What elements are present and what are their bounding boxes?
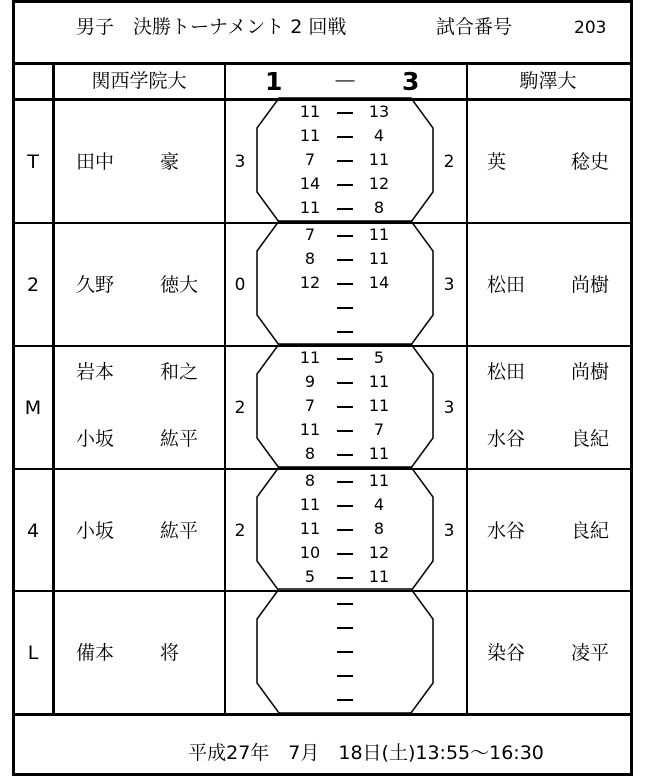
game-score-right: 11 bbox=[368, 567, 390, 586]
match-number: 203 bbox=[574, 18, 607, 38]
score-dash bbox=[337, 529, 353, 531]
right-player-given-name: 凌平 bbox=[571, 641, 610, 664]
game-score-left: 11 bbox=[299, 102, 321, 121]
game-score-left: 12 bbox=[299, 273, 321, 292]
game-score-left: 11 bbox=[299, 198, 321, 217]
score-dash bbox=[337, 382, 353, 384]
left-sets-won: 0 bbox=[234, 274, 246, 295]
event-title: 男子 決勝トーナメント 2 回戦 bbox=[76, 16, 347, 38]
game-score-octagon bbox=[0, 98, 646, 225]
right-player-given-name: 尚樹 bbox=[571, 361, 610, 383]
right-player-family-name: 染谷 bbox=[487, 641, 526, 664]
score-dash bbox=[337, 160, 353, 162]
right-player-family-name: 水谷 bbox=[487, 519, 526, 542]
score-dash bbox=[337, 235, 353, 237]
game-score-right: 12 bbox=[368, 174, 390, 193]
match-number-label: 試合番号 bbox=[436, 16, 513, 38]
game-score-left: 5 bbox=[304, 567, 316, 586]
game-score-right: 14 bbox=[368, 273, 390, 292]
left-player-family-name: 小坂 bbox=[76, 519, 115, 542]
score-dash bbox=[337, 307, 353, 309]
right-player-family-name: 水谷 bbox=[487, 428, 526, 450]
game-score-right: 11 bbox=[368, 444, 390, 463]
position-label: T bbox=[27, 150, 39, 173]
position-label: M bbox=[24, 396, 42, 419]
match-datetime: 平成27年 7月 18日(土)13:55～16:30 bbox=[188, 742, 544, 764]
left-player-given-name: 将 bbox=[160, 641, 180, 664]
left-player-family-name: 久野 bbox=[76, 273, 115, 296]
score-dash bbox=[337, 358, 353, 360]
score-dash bbox=[337, 577, 353, 579]
right-sets-won: 2 bbox=[443, 151, 455, 172]
left-player-family-name: 岩本 bbox=[76, 361, 115, 383]
game-score-right: 4 bbox=[373, 495, 385, 514]
score-dash bbox=[337, 481, 353, 483]
game-score-left: 7 bbox=[304, 225, 316, 244]
game-score-right: 11 bbox=[368, 396, 390, 415]
score-dash bbox=[337, 627, 353, 629]
game-score-right: 11 bbox=[368, 372, 390, 391]
score-dash bbox=[337, 136, 353, 138]
score-dash bbox=[337, 651, 353, 653]
right-player-given-name: 尚樹 bbox=[571, 273, 610, 296]
left-player-given-name: 徳大 bbox=[160, 273, 199, 296]
right-sets-won: 3 bbox=[443, 274, 455, 295]
left-team-total: 1 bbox=[265, 67, 283, 96]
game-score-left: 14 bbox=[299, 174, 321, 193]
score-dash bbox=[337, 675, 353, 677]
score-dash bbox=[337, 259, 353, 261]
game-score-left: 9 bbox=[304, 372, 316, 391]
game-score-left: 8 bbox=[304, 249, 316, 268]
left-sets-won: 2 bbox=[234, 520, 246, 541]
game-score-octagon bbox=[0, 589, 646, 716]
game-score-right: 8 bbox=[373, 198, 385, 217]
game-score-left: 11 bbox=[299, 348, 321, 367]
total-separator: － bbox=[332, 67, 358, 96]
game-score-octagon bbox=[0, 221, 646, 348]
position-label: 4 bbox=[26, 519, 40, 542]
game-score-left: 11 bbox=[299, 126, 321, 145]
left-player-given-name: 紘平 bbox=[160, 519, 199, 542]
left-team-name: 関西学院大 bbox=[91, 70, 187, 92]
game-score-right: 5 bbox=[373, 348, 385, 367]
score-dash bbox=[337, 699, 353, 701]
game-score-left: 8 bbox=[304, 444, 316, 463]
game-score-right: 13 bbox=[368, 102, 390, 121]
game-score-right: 11 bbox=[368, 225, 390, 244]
right-team-name: 駒澤大 bbox=[519, 70, 577, 92]
left-player-given-name: 紘平 bbox=[160, 428, 199, 450]
score-dash bbox=[337, 430, 353, 432]
left-player-family-name: 備本 bbox=[76, 641, 115, 664]
position-label: L bbox=[27, 641, 39, 664]
score-dash bbox=[337, 603, 353, 605]
game-score-right: 11 bbox=[368, 150, 390, 169]
score-dash bbox=[337, 505, 353, 507]
game-score-right: 11 bbox=[368, 471, 390, 490]
game-score-left: 7 bbox=[304, 150, 316, 169]
game-score-right: 11 bbox=[368, 249, 390, 268]
right-team-total: 3 bbox=[402, 67, 420, 96]
score-dash bbox=[337, 283, 353, 285]
score-dash bbox=[337, 553, 353, 555]
score-dash bbox=[337, 406, 353, 408]
left-player-family-name: 小坂 bbox=[76, 428, 115, 450]
right-player-given-name: 良紀 bbox=[571, 519, 610, 542]
right-player-given-name: 良紀 bbox=[571, 428, 610, 450]
right-sets-won: 3 bbox=[443, 397, 455, 418]
game-score-left: 11 bbox=[299, 495, 321, 514]
score-dash bbox=[337, 208, 353, 210]
right-player-family-name: 松田 bbox=[487, 273, 526, 296]
left-sets-won: 2 bbox=[234, 397, 246, 418]
game-score-left: 7 bbox=[304, 396, 316, 415]
header-divider bbox=[12, 62, 633, 65]
score-dash bbox=[337, 454, 353, 456]
left-player-given-name: 豪 bbox=[160, 150, 180, 173]
game-score-left: 11 bbox=[299, 519, 321, 538]
game-score-right: 4 bbox=[373, 126, 385, 145]
game-score-right: 7 bbox=[373, 420, 385, 439]
game-score-right: 12 bbox=[368, 543, 390, 562]
score-dash bbox=[337, 184, 353, 186]
game-score-left: 10 bbox=[299, 543, 321, 562]
position-label: 2 bbox=[26, 273, 40, 296]
game-score-right: 8 bbox=[373, 519, 385, 538]
game-score-left: 11 bbox=[299, 420, 321, 439]
game-score-octagon bbox=[0, 344, 646, 471]
right-player-given-name: 稔史 bbox=[571, 150, 610, 173]
score-dash bbox=[337, 112, 353, 114]
game-score-left: 8 bbox=[304, 471, 316, 490]
right-player-family-name: 英 bbox=[487, 150, 507, 173]
score-dash bbox=[337, 331, 353, 333]
left-player-family-name: 田中 bbox=[76, 150, 115, 173]
game-score-octagon bbox=[0, 467, 646, 594]
left-sets-won: 3 bbox=[234, 151, 246, 172]
left-player-given-name: 和之 bbox=[160, 361, 199, 383]
right-player-family-name: 松田 bbox=[487, 361, 526, 383]
right-sets-won: 3 bbox=[443, 520, 455, 541]
